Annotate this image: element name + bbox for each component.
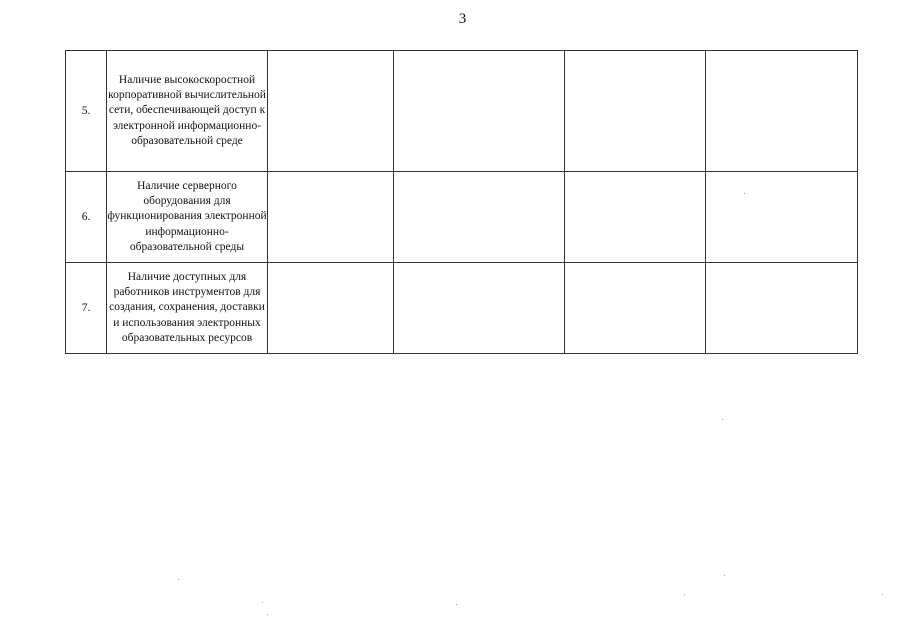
empty-cell xyxy=(268,51,394,172)
empty-cell xyxy=(394,263,565,354)
row-description: Наличие доступных для работников инструментов для создания, сохранения, доставки и использования электронных образовательных ресурсов xyxy=(107,263,268,354)
empty-cell xyxy=(268,263,394,354)
scan-speck xyxy=(178,579,179,580)
scan-speck xyxy=(684,594,685,595)
table-row xyxy=(66,263,858,354)
row-number: 6. xyxy=(66,172,107,263)
scan-speck xyxy=(724,575,725,576)
empty-cell xyxy=(706,51,858,172)
scan-speck xyxy=(456,604,457,605)
empty-cell xyxy=(706,172,858,263)
table-row xyxy=(66,172,858,263)
empty-cell xyxy=(394,51,565,172)
empty-cell xyxy=(268,172,394,263)
row-number: 5. xyxy=(66,51,107,172)
row-description: Наличие серверного оборудования для функционирования электронной информационно-образовательной среды xyxy=(107,172,268,263)
empty-cell xyxy=(565,172,706,263)
row-number: 7. xyxy=(66,263,107,354)
scan-speck xyxy=(744,193,745,194)
scan-speck xyxy=(882,594,883,595)
empty-cell xyxy=(706,263,858,354)
empty-cell xyxy=(565,51,706,172)
table-row xyxy=(66,51,858,172)
scan-speck xyxy=(262,602,263,603)
criteria-table xyxy=(65,50,858,354)
row-description: Наличие высокоскоростной корпоративной вычислительной сети, обеспечивающей доступ к электронной информационно-образовательной среде xyxy=(107,51,268,172)
scan-speck xyxy=(267,614,268,615)
empty-cell xyxy=(565,263,706,354)
page-number: 3 xyxy=(458,11,467,27)
empty-cell xyxy=(394,172,565,263)
scan-speck xyxy=(722,419,723,420)
